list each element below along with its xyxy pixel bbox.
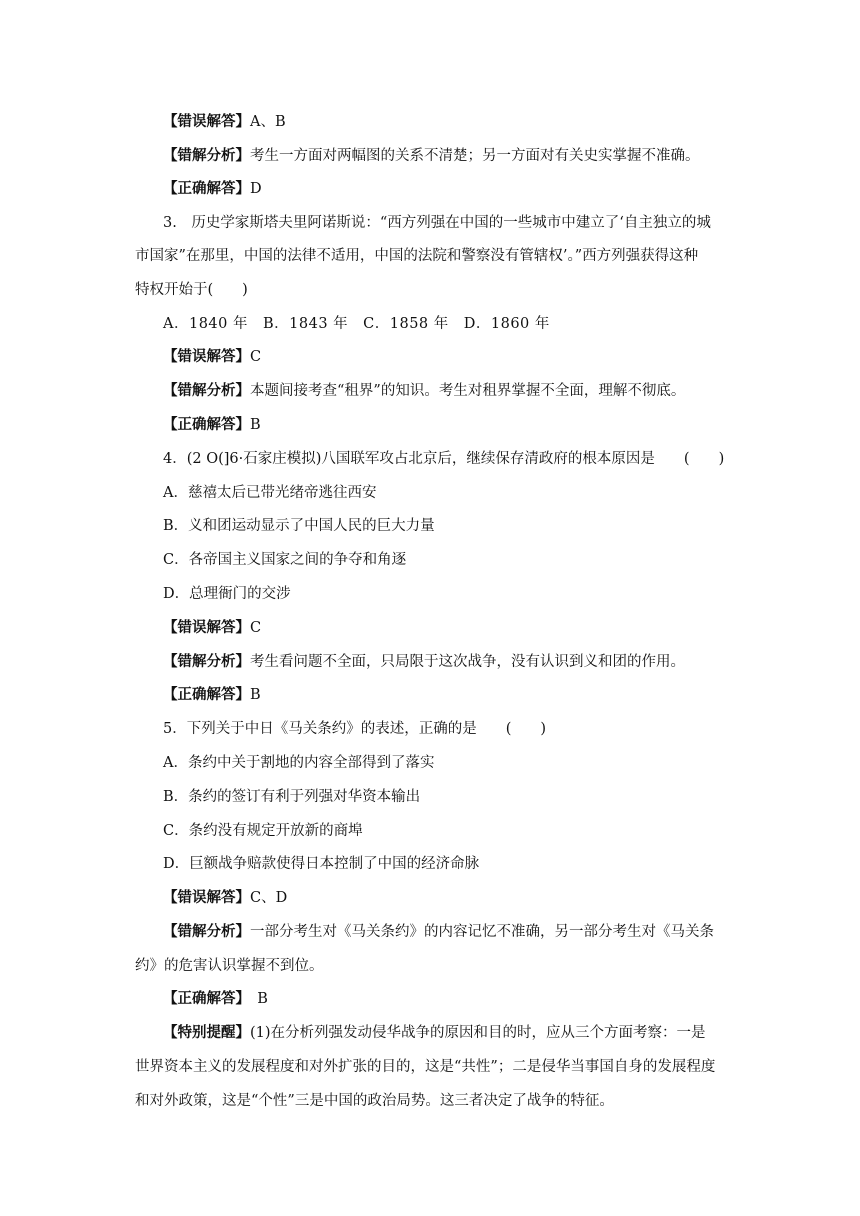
error-answer-line <box>163 618 763 638</box>
label-error-analysis: 【错解分析】 <box>163 923 250 940</box>
question-3-line-3: 特权开始于( ) <box>135 282 248 298</box>
label-error-analysis: 【错解分析】 <box>163 382 250 399</box>
question-4-option-c: C．各帝国主义国家之间的争夺和角逐 <box>163 552 407 568</box>
special-tip-line <box>163 1023 763 1043</box>
label-error-analysis: 【错解分析】 <box>163 653 250 670</box>
label-correct-answer: 【正确解答】 <box>163 686 250 703</box>
question-4-option-b: B．义和团运动显示了中国人民的巨大力量 <box>163 518 435 534</box>
error-analysis-line <box>163 146 763 166</box>
error-analysis-text: 本题间接考查“租界”的知识。考生对租界掌握不全面，理解不彻底。 <box>250 383 686 399</box>
label-error-answer: 【错误解答】 <box>163 619 250 636</box>
special-tip-text: (1)在分析列强发动侵华战争的原因和目的时，应从三个方面考察：一是 <box>250 1025 706 1041</box>
correct-answer-text: B <box>250 687 261 703</box>
label-error-answer: 【错误解答】 <box>163 348 250 365</box>
question-5-option-b: B．条约的签订有利于列强对华资本输出 <box>163 789 421 805</box>
error-answer-text: C <box>250 349 262 365</box>
correct-answer-line <box>163 179 763 199</box>
error-answer-text: C、D <box>250 890 288 906</box>
correct-answer-text: D <box>250 181 262 197</box>
question-3-line-1: 3. 历史学家斯塔夫里阿诺斯说：“西方列强在中国的一些城市中建立了‘自主独立的城 <box>163 215 711 231</box>
error-analysis-text: 考生看问题不全面，只局限于这次战争，没有认识到义和团的作用。 <box>250 654 685 670</box>
question-4-option-d: D．总理衙门的交涉 <box>163 586 291 602</box>
error-analysis-line <box>163 652 763 672</box>
correct-answer-line <box>163 415 763 435</box>
label-correct-answer: 【正确解答】 <box>163 180 250 197</box>
label-error-answer: 【错误解答】 <box>163 113 250 130</box>
question-4-stem: 4．(2 O(]6·石家庄模拟)八国联军攻占北京后，继续保存清政府的根本原因是 ( ) <box>163 451 725 467</box>
error-analysis-line <box>163 381 763 401</box>
error-analysis-continuation: 约》的危害认识掌握不到位。 <box>135 958 324 974</box>
error-analysis-line <box>163 922 763 942</box>
question-3-options: A．1840 年 B．1843 年 C．1858 年 D．1860 年 <box>163 316 550 332</box>
correct-answer-text: B <box>242 991 268 1007</box>
label-error-answer: 【错误解答】 <box>163 889 250 906</box>
label-correct-answer: 【正确解答】 <box>163 416 250 433</box>
error-analysis-text: 考生一方面对两幅图的关系不清楚；另一方面对有关史实掌握不准确。 <box>250 148 700 164</box>
error-answer-line <box>163 112 763 132</box>
correct-answer-text: B <box>250 417 261 433</box>
question-5-option-a: A．条约中关于割地的内容全部得到了落实 <box>163 755 435 771</box>
correct-answer-line <box>163 989 763 1009</box>
error-answer-text: A、B <box>250 114 286 130</box>
error-answer-text: C <box>250 620 262 636</box>
label-error-analysis: 【错解分析】 <box>163 147 250 164</box>
label-correct-answer: 【正确解答】 <box>163 990 243 1007</box>
question-5-stem: 5．下列关于中日《马关条约》的表述，正确的是 ( ) <box>163 721 547 737</box>
label-special-tip: 【特别提醒】 <box>163 1024 250 1041</box>
special-tip-continuation-1: 世界资本主义的发展程度和对外扩张的目的，这是“共性”；二是侵华当事国自身的发展程度 <box>135 1059 716 1075</box>
question-3-line-2: 市国家”在那里，中国的法律不适用，中国的法院和警察没有管辖权’。”西方列强获得这种 <box>135 248 699 264</box>
question-5-option-d: D．巨额战争赔款使得日本控制了中国的经济命脉 <box>163 856 480 872</box>
correct-answer-line <box>163 685 763 705</box>
question-4-option-a: A．慈禧太后已带光绪帝逃往西安 <box>163 485 377 501</box>
special-tip-continuation-2: 和对外政策，这是“个性”三是中国的政治局势。这三者决定了战争的特征。 <box>135 1093 614 1109</box>
error-analysis-text: 一部分考生对《马关条约》的内容记忆不准确，另一部分考生对《马关条 <box>250 924 714 940</box>
error-answer-line <box>163 347 763 367</box>
question-5-option-c: C．条约没有规定开放新的商埠 <box>163 823 363 839</box>
error-answer-line <box>163 888 763 908</box>
